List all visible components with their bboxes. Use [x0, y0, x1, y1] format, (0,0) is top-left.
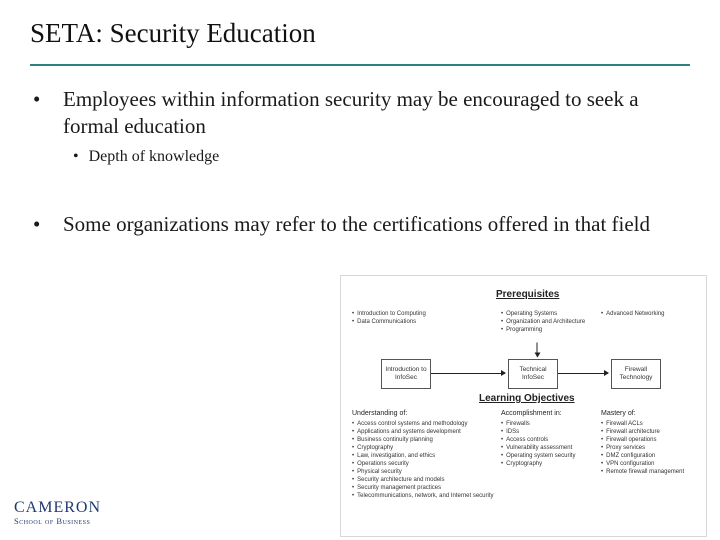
bullet-marker: •	[73, 148, 79, 165]
prereq-list-3	[601, 310, 701, 318]
logo-line-2: School of Business	[14, 516, 91, 526]
diagram-list-item: • Access controls	[501, 436, 596, 444]
diagram-list-item: • VPN configuration	[601, 460, 701, 468]
diagram-list-item: • Applications and systems development	[352, 428, 497, 436]
logo-line-1: CAMERON	[14, 499, 102, 516]
diagram-list-item: • Firewall ACLs	[601, 420, 701, 428]
course-box-firewall: Firewall Technology	[611, 359, 661, 389]
cameron-logo	[14, 500, 101, 527]
prereq-list-1	[352, 310, 467, 326]
bullet-certifications	[33, 211, 673, 238]
arrow-right-icon	[431, 373, 505, 374]
diagram-list-item: • Operating Systems	[501, 310, 591, 318]
bullet-text: Depth of knowledge	[88, 148, 220, 165]
diagram-list-item: • Operations security	[352, 460, 497, 468]
diagram-list-item: • Data Communications	[352, 318, 467, 326]
course-box-intro: Introduction to InfoSec	[381, 359, 431, 389]
curriculum-diagram	[340, 275, 707, 537]
diagram-list-item: • Security management practices	[352, 484, 497, 492]
diagram-list-item: • Advanced Networking	[601, 310, 701, 318]
objectives-heading: Learning Objectives	[479, 393, 575, 404]
diagram-list-item: • Operating system security	[501, 452, 596, 460]
mastery-list	[601, 420, 701, 476]
bullet-marker: •	[33, 212, 41, 236]
diagram-list-item: • Physical security	[352, 468, 497, 476]
accomplishment-list	[501, 420, 596, 468]
understanding-heading: Understanding of:	[352, 410, 408, 417]
diagram-list-item: • Telecommunications, network, and Internet security	[352, 492, 497, 500]
diagram-list-item: • Programming	[501, 326, 591, 334]
bullet-text: Employees within information security may be encouraged to seek a formal education	[63, 87, 639, 138]
sub-bullet-depth	[73, 147, 219, 167]
diagram-list-item: • Proxy services	[601, 444, 701, 452]
course-box-technical: Technical InfoSec	[508, 359, 558, 389]
slide-title: SETA: Security Education	[30, 18, 316, 48]
diagram-list-item: • Vulnerability assessment	[501, 444, 596, 452]
diagram-list-item: • Business continuity planning	[352, 436, 497, 444]
bullet-formal-education	[33, 86, 673, 140]
understanding-list	[352, 420, 497, 500]
diagram-list-item: • Remote firewall management	[601, 468, 701, 476]
diagram-list-item: • DMZ configuration	[601, 452, 701, 460]
bullet-text: Some organizations may refer to the certifications offered in that field	[63, 212, 651, 236]
bullet-marker: •	[33, 87, 41, 111]
arrow-right-icon	[558, 373, 608, 374]
diagram-list-item: • Firewalls	[501, 420, 596, 428]
diagram-list-item: • Organization and Architecture	[501, 318, 591, 326]
mastery-heading: Mastery of:	[601, 410, 636, 417]
accomplishment-heading: Accomplishment in:	[501, 410, 562, 417]
arrow-down-icon	[537, 343, 538, 357]
title-divider	[30, 64, 690, 66]
diagram-list-item: • Cryptography	[501, 460, 596, 468]
prerequisites-heading: Prerequisites	[496, 289, 560, 300]
diagram-list-item: • Introduction to Computing	[352, 310, 467, 318]
diagram-list-item: • Firewall architecture	[601, 428, 701, 436]
diagram-list-item: • Law, investigation, and ethics	[352, 452, 497, 460]
diagram-list-item: • Access control systems and methodology	[352, 420, 497, 428]
diagram-list-item: • Security architecture and models	[352, 476, 497, 484]
prereq-list-2	[501, 310, 591, 334]
diagram-list-item: • Firewall operations	[601, 436, 701, 444]
diagram-list-item: • IDSs	[501, 428, 596, 436]
diagram-list-item: • Cryptography	[352, 444, 497, 452]
